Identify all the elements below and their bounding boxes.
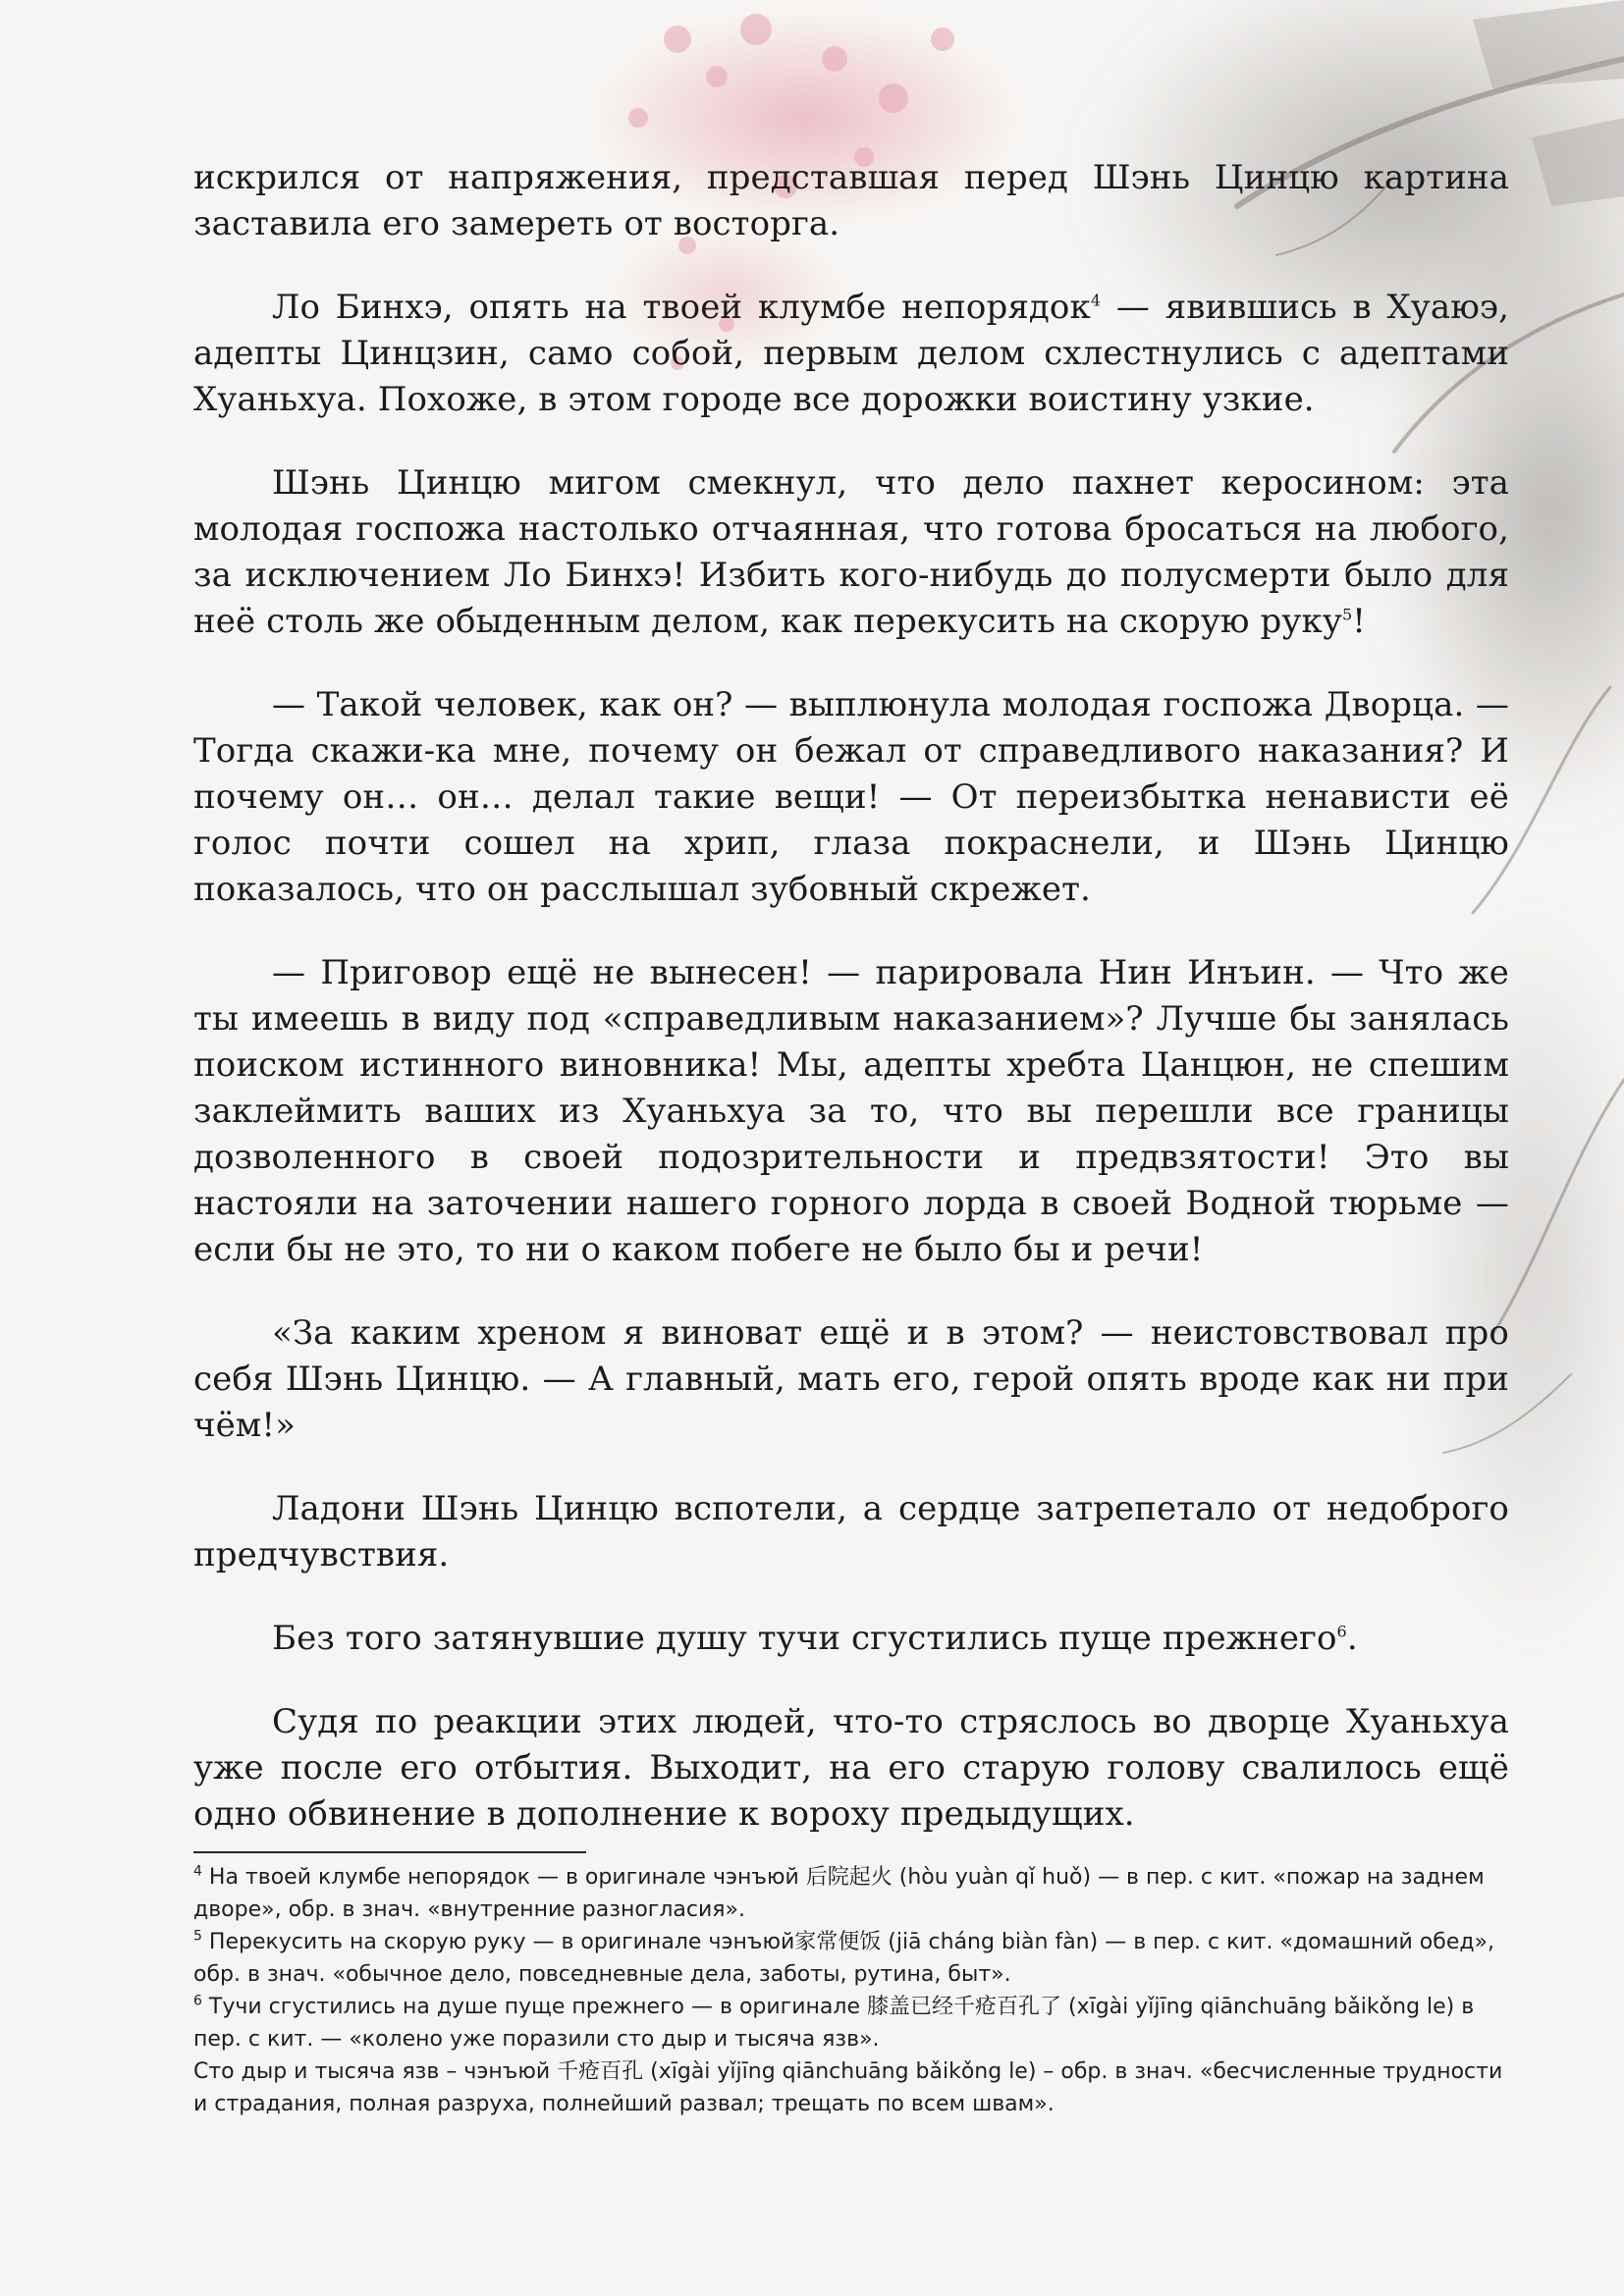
- footnote-number: 6: [193, 1993, 202, 2009]
- paragraph: искрился от напряжения, представшая перед Шэнь Цинцю картина заставила его замереть от восторга.: [193, 158, 1509, 243]
- footnote-number: 4: [193, 1863, 202, 1880]
- footnote-number: 5: [193, 1928, 202, 1945]
- paragraph-text: Без того затянувшие душу тучи сгустились пуще прежнего: [272, 1619, 1337, 1658]
- paragraph: — Приговор ещё не вынесен! — парировала Нин Инъин. — Что же ты имеешь в виду под «справедливым наказанием»? Лучше бы занялась поиском истинного виновника! Мы, адепты хребта Цанцюн, не спешим заклеймить ваших из Хуаньхуа за то, что вы перешли все границы дозволенного в своей подозрительности и предвзятости! Это вы настояли на заточении нашего горного лорда в своей Водной тюрьме — если бы не это, то ни о каком побеге не было бы и речи!: [193, 953, 1509, 1269]
- paragraph-text: — явившись в Хуаюэ, адепты Цинцзин, само собой, первым делом схлестнулись с адептами Хуаньхуа. Похоже, в этом городе все дорожки воистину узкие.: [193, 288, 1509, 419]
- footnote-text: Сто дыр и тысяча язв – чэнъюй 千疮百孔 (xīgài yǐjīng qiānchuāng bǎikǒng le) – обр. в знач. «бесчисленные трудности и страдания, полная разруха, полнейший развал; трещать по всем швам».: [193, 2059, 1503, 2116]
- paragraph-text: Ло Бинхэ, опять на твоей клумбе непорядок: [272, 288, 1091, 327]
- main-text: [193, 155, 1509, 1838]
- footnote: [193, 2056, 1509, 2120]
- paragraph: — Такой человек, как он? — выплюнула молодая госпожа Дворца. — Тогда скажи-ка мне, почему он бежал от справедливого наказания? И почему он… он… делал такие вещи! — От переизбытка ненависти её голос почти сошел на хрип, глаза покраснели, и Шэнь Цинцю показалось, что он расслышал зубовный скрежет.: [193, 685, 1509, 909]
- paragraph: Ладони Шэнь Цинцю вспотели, а сердце затрепетало от недоброго предчувствия.: [193, 1489, 1509, 1575]
- footnote-ref[interactable]: 4: [1090, 291, 1102, 310]
- footnote: [193, 1861, 1509, 1926]
- paragraph: «За каким хреном я виноват ещё и в этом? — неистовствовал про себя Шэнь Цинцю. — А главный, мать его, герой опять вроде как ни при чём!»: [193, 1313, 1509, 1445]
- footnote-text: Перекусить на скорую руку — в оригинале чэнъюй家常便饭 (jiā cháng biàn fàn) — в пер. с кит. «домашний обед», обр. в знач. «обычное дело, повседневные дела, заботы, рутина, быт».: [193, 1930, 1495, 1987]
- paragraph: [193, 1616, 1509, 1662]
- paragraph-text: .: [1346, 1619, 1358, 1658]
- footnote-ref[interactable]: 6: [1336, 1622, 1347, 1641]
- footnotes: [193, 1861, 1509, 2120]
- paragraph-text: Шэнь Цинцю мигом смекнул, что дело пахнет керосином: эта молодая госпожа настолько отчаянная, что готова бросаться на любого, за исключением Ло Бинхэ! Избить кого-нибудь до полусмерти было для неё столь же обыденным делом, как перекусить на скорую руку: [193, 463, 1509, 641]
- paragraph: [193, 285, 1509, 423]
- paragraph: [193, 460, 1509, 645]
- footnote-separator: [193, 1851, 586, 1853]
- footnote-text: На твоей клумбе непорядок — в оригинале чэнъюй 后院起火 (hòu yuàn qǐ huǒ) — в пер. с кит. «пожар на заднем дворе», обр. в знач. «внутренние разногласия».: [193, 1865, 1485, 1922]
- footnote-text: Тучи сгустились на душе пуще прежнего — в оригинале 膝盖已经千疮百孔了 (xīgài yǐjīng qiānchuāng bǎikǒng le) в пер. с кит. — «колено уже поразили сто дыр и тысяча язв».: [193, 1995, 1475, 2052]
- footnote-ref[interactable]: 5: [1341, 605, 1353, 624]
- footnote: [193, 1991, 1509, 2056]
- paragraph-text: !: [1352, 602, 1367, 641]
- paragraph: Судя по реакции этих людей, что-то стряслось во дворце Хуаньхуа уже после его отбытия. Выходит, на его старую голову свалилось ещё одно обвинение в дополнение к вороху предыдущих.: [193, 1702, 1509, 1834]
- footnote: [193, 1926, 1509, 1991]
